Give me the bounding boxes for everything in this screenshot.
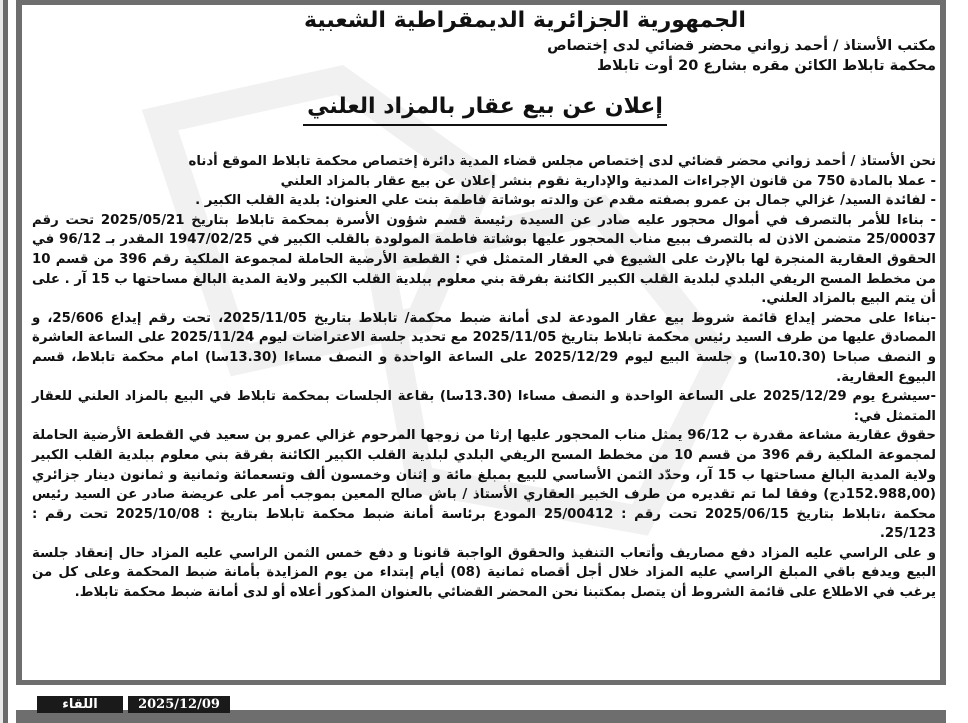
office-line-1: مكتب الأستاذ / أحمد زواني محضر قضائي لدى إختصاص [547,38,936,54]
paragraph-property: حقوق عقارية مشاعة مقدرة ب 96/12 يمثل مناب المحجور عليها إرثا من زوجها المرحوم غزالي عمرو بن سعيد في القطعة الأرضية الحاملة لمجموعة الملكية رقم 396 من قسم 10 من مخطط المسح الريفي البلدي لبلدية القلب الكبير الكائنة بفرقة بني معلوم ببلدية القلب الكبير ولاية المدية البالغ مساحتها ب 15 آر، وحدّد الثمن الأساسي للبيع بمبلغ مائة و إثنان وخمسون ألف وتسعمائة وثمانية و ثمانون دينار جزائري (152.988,00دج) وفقا لما تم تقديره من طرف الخبير العقاري الأستاذ / باش صالح المعين بموجب أمر على عريضة صادر عن السيد رئيس محكمة ،تابلاط بتاريخ 2025/06/15 تحت رقم : 25/00412 المودع برئاسة أمانة ضبط محكمة تابلاط بتاريخ : 2025/10/08 تحت رقم : 25/123. [32,428,936,542]
office-line-2: محكمة تابلاط الكائن مقره بشارع 20 أوت تابلاط [597,58,936,74]
paragraph-beneficiary: - لفائدة السيد/ غزالي جمال بن عمرو بصفته مقدم عن والدته بوشاتة فاطمة بنت علي العنوان: بلدية القلب الكبير . [195,193,936,209]
announcement-content [28,6,942,603]
publication-date-tag: 2025/12/09 [128,696,230,713]
announcement-body [28,152,942,603]
paragraph-intro: نحن الأستاذ / أحمد زواني محضر قضائي لدى إختصاص مجلس قضاء المدية دائرة إختصاص محكمة تابلاط الموقع أدناه [188,154,936,169]
announcement-title: إعلان عن بيع عقار بالمزاد العلني [303,92,667,126]
newspaper-name-tag: اللقاء [37,696,123,713]
paragraph-legal-basis: - عملا بالمادة 750 من قانون الإجراءات المدنية والإدارية نقوم بنشر إعلان عن بيع عقار بالمزاد العلني [280,173,936,189]
left-column-rule [3,0,8,723]
republic-heading: الجمهورية الجزائرية الديمقراطية الشعبية [304,8,746,33]
title-wrapper [28,92,942,126]
paragraph-sale-date: -سيشرع يوم 2025/12/29 على الساعة الواحدة و النصف مساءا (13.30سا) بقاعة الجلسات بمحكمة تابلاط في البيع بالمزاد العلني للعقار المتمثل في: [32,389,936,424]
paragraph-payment-terms: و على الراسي عليه المزاد دفع مصاريف وأتعاب التنفيذ والحقوق الواجبة قانونا و دفع خمس الثمن الراسي عليه المزاد حال إنعقاد جلسة البيع ويدفع باقي المبلغ الراسي عليه المزاد خلال أجل أقصاه ثمانية (08) أيام إبتداء من يوم المزايدة بأمانة ضبط المحكمة وعلى كل من يرغب في الاطلاع على قائمة الشروط أن يتصل بمكتبنا نحن المحضر القضائي بالعنوان المذكور أعلاه أو لدى أمانة ضبط محكمة تابلاط. [32,545,936,601]
paragraph-order: - بناءا للأمر بالتصرف في أموال محجور عليه صادر عن السيدة رئيسة قسم شؤون الأسرة بمحكمة تابلاط بتاريخ 2025/05/21 تحت رقم 25/00037 متضمن الاذن له بالتصرف ببيع مناب المحجور عليها بوشاتة فاطمة المولودة بالقلب الكبير في 1947/02/25 المقدر بـ 96/12 في الحقوق العقارية المنجرة لها بالإرث على الشيوع في العقار المتمثل في : القطعة الأرضية الحاملة لمجموعة الملكية رقم 396 من قسم 10 من مخطط المسح الريفي البلدي لبلدية القلب الكبير الكائنة بفرقة بني معلوم ببلدية القلب الكبير ولاية المدية البالغ مساحتها ب 15 آر . على أن يتم البيع بالمزاد العلني. [32,212,937,307]
paragraph-conditions-deposit: -بناءا على محضر إيداع قائمة شروط بيع عقار المودعة لدى أمانة ضبط محكمة/ تابلاط بتاريخ 2025/11/05، تحت رقم إيداع 25/606، و المصادق عليها من طرف السيد رئيس محكمة تابلاط بتاريخ 2025/11/05 مع تحديد جلسة الاعتراضات ليوم 2025/11/24 على الساعة العاشرة و النصف صباحا (10.30سا) و جلسة البيع ليوم 2025/12/29 على الساعة الواحدة و النصف مساءا (13.30سا) امام محكمة تابلاط، قسم البيوع العقارية. [32,310,936,385]
